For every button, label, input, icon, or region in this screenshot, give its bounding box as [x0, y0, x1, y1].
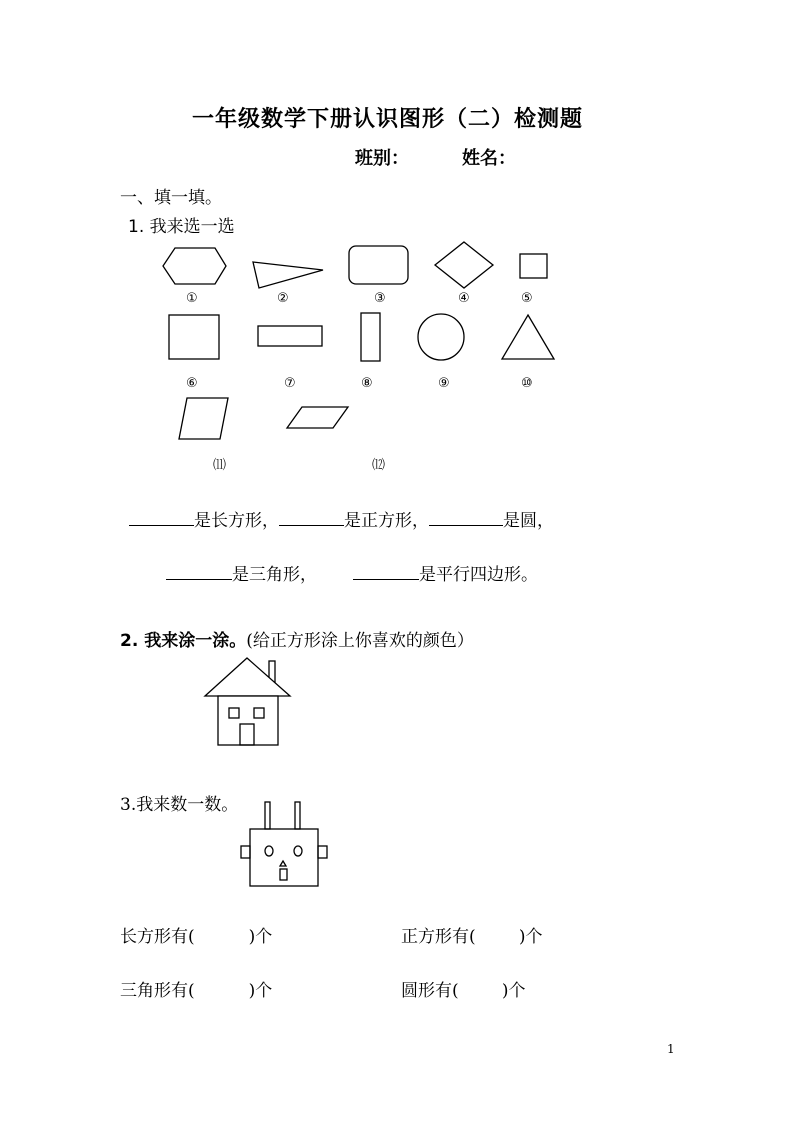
shape-10-triangle — [502, 315, 554, 359]
shape-12-parallelogram — [287, 407, 348, 428]
shape-9-circle — [418, 314, 464, 360]
robot-nose — [280, 861, 286, 866]
fill-parallelogram-text: 是平行四边形。 — [419, 565, 538, 585]
shape-label: ④ — [458, 291, 470, 306]
house-body — [218, 696, 278, 745]
shape-11-parallelogram — [179, 398, 228, 439]
question-1-label: 1. 我来选一选 — [128, 217, 235, 237]
fill-line-row-2 — [166, 560, 317, 585]
class-label: 班别： — [355, 148, 409, 169]
robot-eye-right — [294, 846, 302, 856]
question-2-note: (给正方形涂上你喜欢的颜色） — [246, 631, 474, 651]
shape-label: ⑾ — [213, 458, 227, 473]
fill-line-row-2b — [353, 560, 538, 585]
shape-label: ⑨ — [438, 376, 450, 391]
shape-label: ⑦ — [284, 376, 296, 391]
count-square[interactable]: 正方形有( )个 — [401, 927, 543, 947]
fill-triangle-text: 是三角形， — [232, 565, 317, 585]
page-number: 1 — [667, 1042, 675, 1056]
robot-ear-right — [318, 846, 327, 858]
page-title: 一年级数学下册认识图形（二）检测题 — [192, 106, 584, 132]
answer-blank-rectangle[interactable] — [129, 507, 194, 526]
shape-8-tall-rectangle — [361, 313, 380, 361]
robot-head — [250, 829, 318, 886]
name-label: 姓名： — [462, 148, 516, 169]
fill-circle-text: 是圆， — [503, 511, 554, 531]
robot-ear-left — [241, 846, 250, 858]
question-3-label: 3.我来数一数。 — [120, 795, 239, 815]
shape-label: ⑥ — [186, 376, 198, 391]
answer-blank-parallelogram[interactable] — [353, 561, 419, 580]
robot-antenna-right — [295, 802, 300, 829]
answer-blank-circle[interactable] — [429, 507, 503, 526]
shape-label: ⑿ — [372, 458, 386, 473]
shape-4-diamond — [435, 242, 493, 288]
answer-blank-square[interactable] — [279, 507, 344, 526]
shape-6-square — [169, 315, 219, 359]
shape-5-small-square — [520, 254, 547, 278]
shape-7-long-rectangle — [258, 326, 322, 346]
house-roof — [205, 658, 290, 696]
shape-label: ① — [186, 291, 198, 306]
shape-1-hexagon — [163, 248, 226, 284]
question-2-label: 2. 我来涂一涂。 — [120, 631, 247, 651]
answer-blank-triangle[interactable] — [166, 561, 232, 580]
shape-2-triangle — [253, 262, 323, 288]
shape-label: ③ — [374, 291, 386, 306]
count-rectangle[interactable]: 长方形有( )个 — [120, 927, 273, 947]
robot-mouth — [280, 869, 287, 880]
question-2 — [120, 626, 474, 651]
count-triangle[interactable]: 三角形有( )个 — [120, 981, 273, 1001]
shape-label: ⑩ — [521, 376, 533, 391]
robot-antenna-left — [265, 802, 270, 829]
fill-line-row-1 — [129, 506, 554, 531]
shape-3-rounded-rectangle — [349, 246, 408, 284]
section-heading: 一、填一填。 — [120, 188, 222, 208]
robot-eye-left — [265, 846, 273, 856]
shape-label: ⑧ — [361, 376, 373, 391]
fill-rectangle-text: 是长方形， — [194, 511, 279, 531]
shape-label: ② — [277, 291, 289, 306]
shape-label: ⑤ — [521, 291, 533, 306]
fill-square-text: 是正方形， — [344, 511, 429, 531]
count-circle[interactable]: 圆形有( )个 — [401, 981, 526, 1001]
